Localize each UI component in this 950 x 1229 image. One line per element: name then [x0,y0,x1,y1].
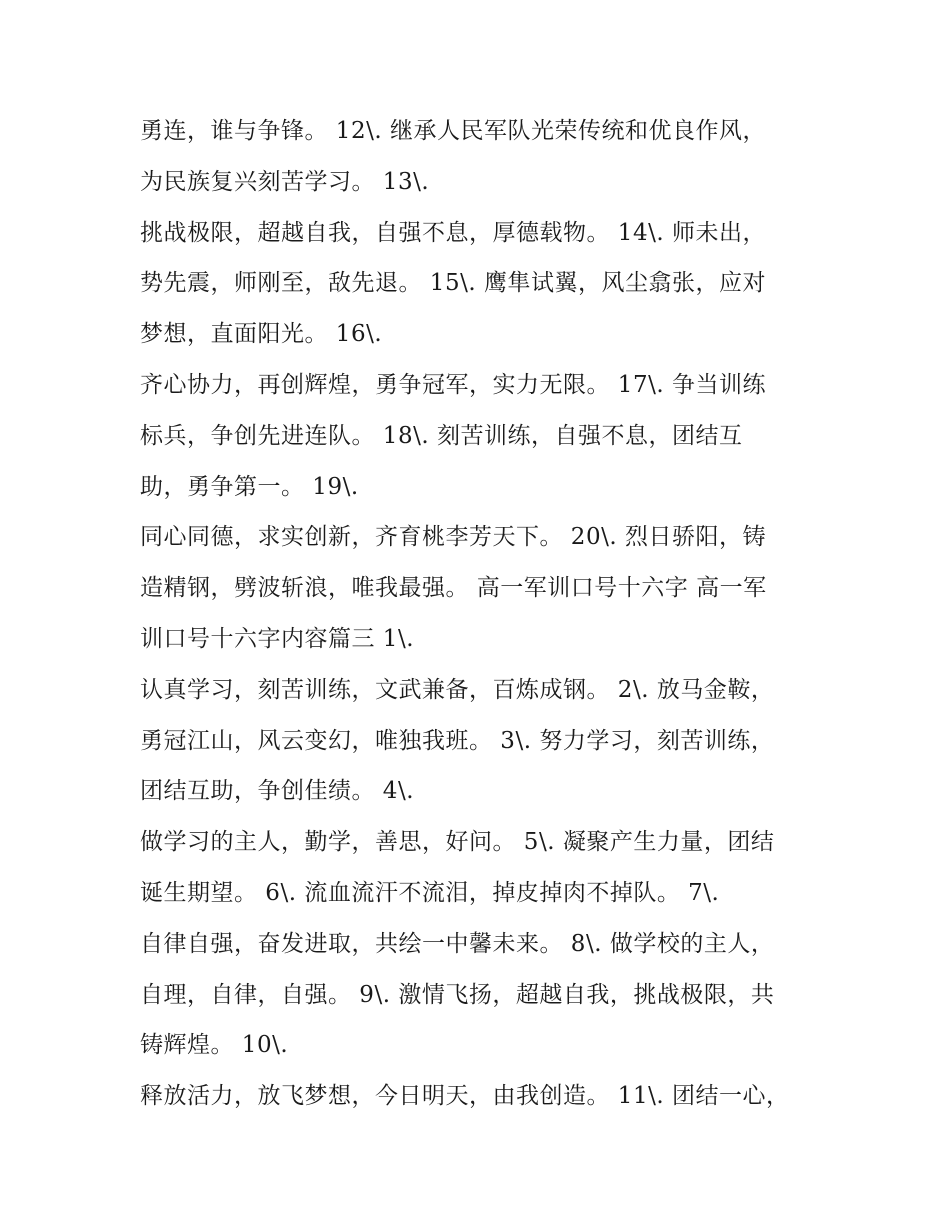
text-line: 认真学习，刻苦训练，文武兼备，百炼成钢。 2\. 放马金鞍， [140,676,775,703]
text-line: 同心同德，求实创新，齐育桃李芳天下。 20\. 烈日骄阳，铸 [140,524,766,551]
text-line: 团结互助，争创佳绩。 4\. [140,778,415,805]
body-text [140,106,830,1122]
text-line: 造精钢，劈波斩浪，唯我最强。 高一军训口号十六字 高一军 [140,575,767,602]
text-line: 梦想，直面阳光。 16\. [140,321,383,348]
text-line: 势先震，师刚至，敌先退。 15\. 鹰隼试翼，风尘翕张，应对 [140,270,766,297]
text-line: 释放活力，放飞梦想，今日明天，由我创造。 11\. 团结一心， [140,1083,790,1110]
text-line: 助，勇争第一。 19\. [140,473,359,500]
text-line: 勇冠江山，风云变幻，唯独我班。 3\. 努力学习，刻苦训练， [140,727,775,754]
text-line: 训口号十六字内容篇三 1\. [140,625,415,652]
text-line: 为民族复兴刻苦学习。 13\. [140,168,430,195]
text-line: 勇连，谁与争锋。 12\. 继承人民军队光荣传统和优良作风， [140,118,766,144]
text-line: 做学习的主人，勤学，善思，好问。 5\. 凝聚产生力量，团结 [140,829,775,856]
text-line: 自理，自律，自强。 9\. 激情飞扬，超越自我，挑战极限，共 [140,981,775,1008]
text-line: 铸辉煌。 10\. [140,1032,289,1059]
text-line: 挑战极限，超越自我，自强不息，厚德载物。 14\. 师未出， [140,219,766,246]
text-line: 自律自强，奋发进取，共绘一中馨未来。 8\. 做学校的主人， [140,930,775,957]
text-line: 诞生期望。 6\. 流血流汗不流泪，掉皮掉肉不掉队。 7\. [140,879,720,906]
text-line: 齐心协力，再创辉煌，勇争冠军，实力无限。 17\. 争当训练 [140,371,766,398]
text-line: 标兵，争创先进连队。 18\. 刻苦训练，自强不息，团结互 [140,422,743,449]
